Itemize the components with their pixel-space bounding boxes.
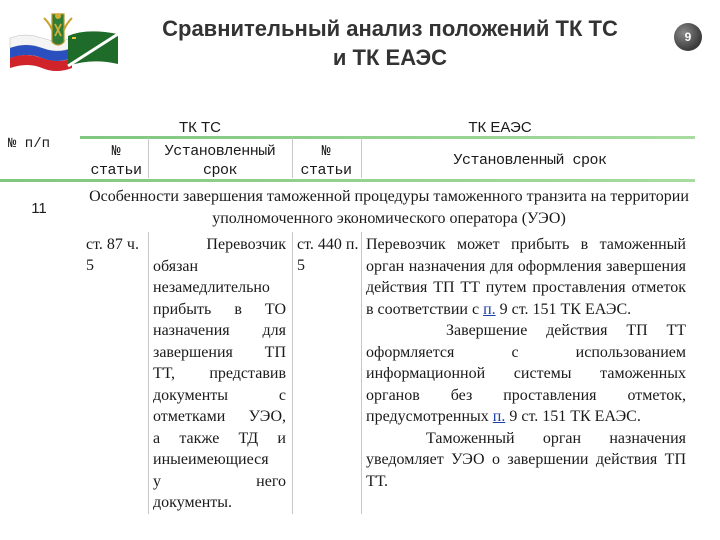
article-link[interactable]: п. bbox=[483, 300, 496, 318]
body-divider bbox=[292, 232, 293, 514]
header-eaes-term: Установленный срок bbox=[453, 152, 607, 169]
eaes-article-cell: ст. 440 п. 5 bbox=[297, 236, 359, 275]
tc-term-line: отметками УЭО, bbox=[153, 408, 286, 425]
tc-term-line: назначения для bbox=[153, 322, 286, 339]
tc-term-line: Перевозчик bbox=[206, 236, 286, 253]
tc-term-line: у него bbox=[153, 472, 286, 490]
title-line-2: и ТК ЕАЭС bbox=[332, 45, 448, 70]
group-separator bbox=[80, 136, 695, 139]
row-topic: Особенности завершения таможенной процедуры таможенного транзита на территории уполномоченного экономического оператора (УЭО) bbox=[89, 188, 689, 227]
header-separator bbox=[0, 179, 695, 182]
body-divider bbox=[361, 232, 362, 514]
tc-term-line: документы с bbox=[153, 386, 286, 404]
eaes-term-paragraph-1: Перевозчик может прибыть в таможенный орган назначения для оформления завершения действия ТП ТТ путем проставления отметок в соответствии с п. 9 ст. 151 ТК ЕАЭС. bbox=[366, 236, 686, 318]
header-divider bbox=[292, 138, 293, 178]
header-group-eaes: ТК ЕАЭС bbox=[468, 119, 532, 136]
title-line-1: Сравнительный анализ положений ТК ТС bbox=[162, 16, 618, 41]
page-number-badge: 9 bbox=[674, 23, 702, 51]
row-number: 11 bbox=[31, 200, 47, 217]
comparison-table bbox=[0, 92, 720, 540]
header-group-tc: ТК ТС bbox=[178, 119, 222, 136]
slide-title bbox=[140, 14, 640, 72]
eaes-term-paragraph-3: Таможенный орган назначения уведомляет УЭО о завершении действия ТП ТТ. bbox=[366, 429, 686, 490]
tc-term-line: а также ТД и bbox=[153, 429, 286, 447]
body-divider bbox=[148, 232, 149, 514]
article-link[interactable]: п. bbox=[492, 408, 506, 425]
tc-term-line: обязан bbox=[153, 257, 199, 275]
tc-term-line: документы. bbox=[153, 494, 233, 511]
tc-term-line: иныеимеющиеся bbox=[153, 451, 269, 468]
header-divider bbox=[361, 138, 362, 178]
tc-term-line: прибыть в ТО bbox=[153, 300, 286, 318]
header-tc-article: № статьи bbox=[90, 143, 142, 179]
customs-emblem-icon bbox=[6, 8, 122, 74]
eaes-term-paragraph-2: Завершение действия ТП ТТ оформляется с использованием информационной системы таможенных органов без проставления отметок, предусмотренных п. 9 ст. 151 ТК ЕАЭС. bbox=[366, 322, 686, 425]
header-row-number: № п/п bbox=[7, 136, 50, 152]
tc-term-cell bbox=[153, 234, 286, 514]
header-tc-term: Установленный срок bbox=[164, 143, 276, 179]
tc-article-cell: ст. 87 ч. 5 bbox=[86, 236, 139, 275]
header-eaes-article: № статьи bbox=[300, 143, 352, 179]
slide-header bbox=[0, 0, 720, 92]
tc-term-line: незамедлительно bbox=[153, 279, 270, 296]
header-divider bbox=[148, 138, 149, 178]
eaes-term-cell bbox=[366, 234, 686, 492]
customs-flag-icon bbox=[68, 31, 118, 66]
tc-term-line: ТТ, представив bbox=[153, 365, 286, 382]
tc-term-line: завершения ТП bbox=[153, 343, 286, 361]
